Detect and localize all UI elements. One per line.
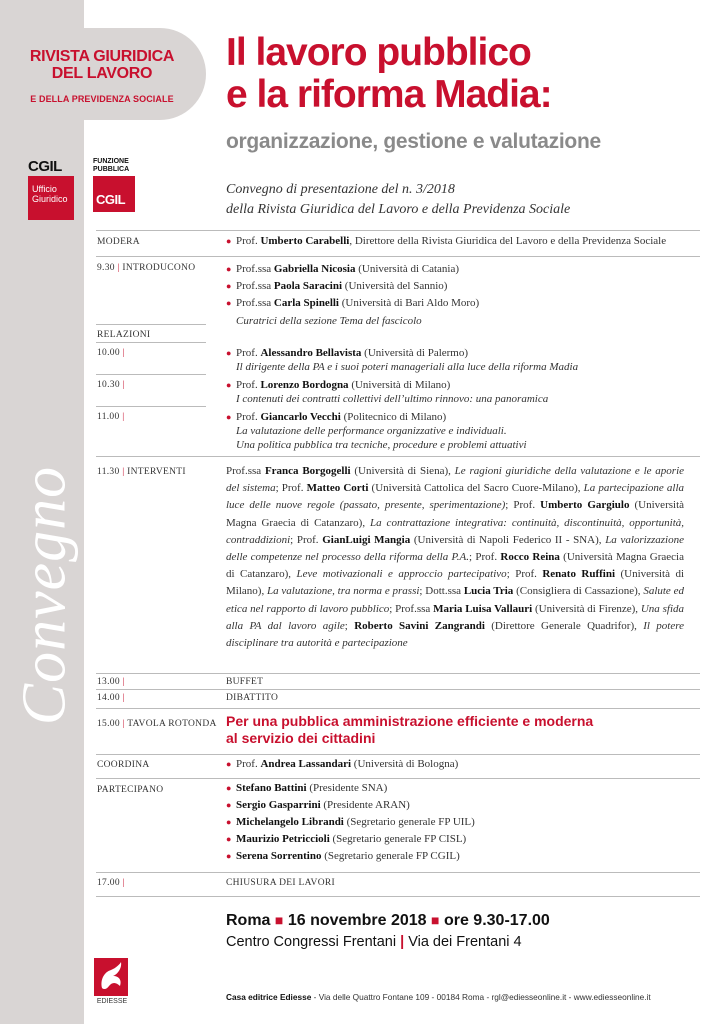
bullet-icon: ●: [226, 817, 232, 827]
bullet-icon: ●: [226, 281, 232, 291]
buffet-time: 13.00 |: [97, 677, 125, 687]
introducono-label-text: INTRODUCONO: [122, 263, 196, 273]
talk-title: La partecipazione alla luce delle nuove regole (passato, presente, sperimentazione): [226, 482, 685, 512]
relazione-entry: [226, 409, 696, 425]
relazione-time: 10.00 |: [97, 348, 125, 358]
divider: [96, 406, 206, 407]
cgil-logo: [28, 158, 78, 226]
coordina-entry: [226, 756, 696, 772]
ediesse-logo: [94, 958, 128, 996]
tavola-title-line2: al servizio dei cittadini: [226, 730, 376, 746]
interventi-paragraph: [226, 463, 684, 652]
dibattito-time: 14.00 |: [97, 693, 125, 703]
main-title-line2: e la riforma Madia:: [226, 73, 552, 116]
coordina-prefix: Prof.: [236, 758, 261, 770]
square-bullet-icon: ■: [274, 912, 284, 928]
talk-title: Le ragioni giuridiche della valutazione e le aporie del sistema: [226, 465, 685, 495]
speaker-name: Gabriella Nicosia: [273, 263, 356, 275]
paragraph-text: (Università di Firenze),: [532, 602, 641, 615]
cgil-logo-sub2: Giuridico: [32, 194, 68, 204]
talk-title: Il potere disciplinare tra autorità e partecipazione: [226, 619, 684, 650]
partecipante-entry: [226, 831, 696, 847]
event-city: Roma: [226, 912, 271, 929]
event-venue-line: [226, 934, 522, 950]
coordina-label: COORDINA: [97, 760, 150, 770]
introducono-label: 9.30 | INTRODUCONO: [97, 263, 196, 273]
partecipante-role: (Presidente SNA): [306, 782, 388, 794]
paragraph-text: (Università Cattolica del Sacro Cuore-Milano),: [368, 482, 584, 495]
paragraph-text: (Università Magna Graecia di Catanzaro),: [226, 551, 684, 581]
bullet-icon: ●: [226, 298, 232, 308]
coordina-affiliation: (Università di Bologna): [351, 758, 459, 770]
tavola-title: [226, 713, 696, 747]
paragraph-text: ; Prof.: [275, 482, 307, 495]
speaker-affiliation: (Università di Palermo): [361, 347, 469, 359]
speaker-name: Carla Spinelli: [273, 297, 339, 309]
talk-title: La valorizzazione delle competenze nel processo della riforma della P.A.: [226, 533, 684, 564]
paragraph-text: Prof.ssa: [226, 465, 265, 477]
partecipante-role: (Segretario generale FP CGIL): [321, 850, 460, 862]
event-date-line: [226, 912, 550, 930]
divider: [96, 673, 700, 674]
relazione-title-line2: Una politica pubblica tra tecniche, procedure e problemi attuativi: [236, 439, 527, 451]
bullet-icon: ●: [226, 236, 232, 246]
cgil-logo-sub1: Ufficio: [32, 184, 57, 194]
event-date: 16 novembre 2018: [287, 912, 427, 929]
divider: [96, 342, 206, 343]
relazione-time-text: 11.00: [97, 412, 120, 422]
relazione-time: 10.30 |: [97, 380, 125, 390]
divider: [96, 872, 700, 873]
speaker-affiliation: (Università del Sannio): [342, 280, 448, 292]
speaker-name: Franca Borgogelli: [264, 465, 351, 477]
buffet-time-text: 13.00: [97, 677, 120, 687]
paragraph-text: ; Prof.: [505, 499, 541, 512]
speaker-name: Alessandro Bellavista: [260, 347, 362, 359]
relazione-entry: [226, 377, 696, 393]
tavola-time: 15.00: [97, 719, 120, 729]
divider: [96, 754, 700, 755]
intro-line2: della Rivista Giuridica del Lavoro e della Previdenza Sociale: [226, 202, 571, 217]
paragraph-text: ; Prof.ssa: [389, 602, 434, 615]
speaker-name: Roberto Savini Zangrandi: [354, 619, 485, 632]
speaker-affiliation: (Politecnico di Milano): [340, 411, 447, 423]
dibattito-label: DIBATTITO: [226, 693, 279, 703]
bullet-icon: ●: [226, 264, 232, 274]
introducono-speaker: [226, 295, 696, 311]
journal-title-line1: RIVISTA GIURIDICA: [29, 48, 175, 65]
separator: |: [400, 934, 405, 950]
cgil-logo-word: CGIL: [28, 158, 62, 175]
speaker-name: GianLuigi Mangia: [322, 533, 411, 546]
speaker-affiliation: (Università di Milano): [348, 379, 451, 391]
partecipante-name: Serena Sorrentino: [236, 850, 322, 862]
interventi-label-text: INTERVENTI: [127, 467, 186, 477]
journal-subtitle: E DELLA PREVIDENZA SOCIALE: [30, 94, 174, 104]
main-title: [226, 32, 716, 116]
speaker-name: Renato Ruffini: [542, 568, 616, 581]
divider: [96, 689, 700, 690]
speaker-name: Rocco Reina: [500, 551, 560, 564]
speaker-name: Giancarlo Vecchi: [260, 411, 341, 423]
square-bullet-icon: ■: [431, 912, 440, 928]
partecipante-name: Michelangelo Librandi: [236, 816, 344, 828]
bullet-icon: ●: [226, 412, 232, 422]
journal-title-line2: DEL LAVORO: [51, 65, 153, 82]
publisher-name: Casa editrice Ediesse: [226, 992, 312, 1002]
introducono-time: 9.30: [97, 263, 115, 273]
speaker-affiliation: (Università di Catania): [355, 263, 460, 275]
speaker-name: Matteo Corti: [306, 482, 369, 495]
interventi-time: 11.30: [97, 467, 120, 477]
paragraph-text: (Consigliera di Cassazione),: [513, 585, 644, 598]
partecipante-role: (Segretario generale FP CISL): [329, 833, 467, 845]
speaker-prefix: Prof.: [236, 411, 261, 423]
relazione-title: I contenuti dei contratti collettivi dell’ultimo rinnovo: una panoramica: [236, 393, 549, 405]
talk-title: La contrattazione integrativa: continuità, discontinuità, opportunità, contraddizioni: [226, 516, 685, 546]
dibattito-time-text: 14.00: [97, 693, 120, 703]
modera-prefix: Prof.: [236, 235, 261, 247]
speaker-affiliation: (Università di Bari Aldo Moro): [338, 297, 480, 309]
fp-logo-box: CGIL: [93, 176, 135, 212]
modera-name: Umberto Carabelli: [260, 235, 350, 247]
speaker-name: Umberto Gargiulo: [540, 499, 630, 512]
speaker-name: Lucia Tria: [463, 585, 514, 598]
partecipante-name: Sergio Gasparrini: [236, 799, 321, 811]
introducono-speaker: [226, 278, 696, 294]
partecipante-name: Maurizio Petriccioli: [236, 833, 330, 845]
event-venue: Centro Congressi Frentani: [226, 934, 397, 950]
divider: [96, 230, 700, 231]
paragraph-text: (Università di Napoli Federico II - SNA),: [410, 533, 606, 546]
partecipante-entry: [226, 848, 696, 864]
bullet-icon: ●: [226, 759, 232, 769]
speaker-name: Maria Luisa Vallauri: [433, 602, 533, 615]
modera-role: , Direttore della Rivista Giuridica del Lavoro e della Previdenza Sociale: [349, 235, 667, 247]
fp-logo-line2: PUBBLICA: [93, 166, 130, 173]
tavola-label: 15.00 | TAVOLA ROTONDA: [97, 719, 217, 729]
cgil-logo-box: [28, 176, 74, 220]
introducono-speaker: [226, 261, 696, 277]
sidebar-convegno-word: Convegno: [10, 465, 79, 726]
divider: [96, 778, 700, 779]
bullet-icon: ●: [226, 800, 232, 810]
event-hours: ore 9.30-17.00: [443, 912, 550, 929]
paragraph-text: (Università Magna Graecia di Catanzaro),: [226, 499, 685, 529]
partecipano-label: PARTECIPANO: [97, 785, 164, 795]
ediesse-logo-mark: [94, 958, 128, 996]
tavola-title-line1: Per una pubblica amministrazione efficiente e moderna: [226, 713, 594, 729]
chiusura-time-text: 17.00: [97, 878, 120, 888]
relazione-title: La valutazione delle performance organizzative e individuali.: [236, 425, 507, 437]
speaker-prefix: Prof.ssa: [236, 280, 274, 292]
partecipante-entry: [226, 780, 696, 796]
paragraph-text: (Università di Milano),: [226, 568, 684, 598]
divider: [96, 456, 700, 457]
intro-text: [226, 180, 706, 220]
speaker-prefix: Prof.ssa: [236, 263, 274, 275]
speaker-name: Lorenzo Bordogna: [260, 379, 349, 391]
partecipante-entry: [226, 814, 696, 830]
divider: [96, 896, 700, 897]
intro-line1: Convegno di presentazione del n. 3/2018: [226, 182, 455, 197]
divider: [96, 708, 700, 709]
relazioni-label: RELAZIONI: [97, 330, 151, 340]
main-subtitle: organizzazione, gestione e valutazione: [226, 130, 601, 153]
relazione-time-text: 10.30: [97, 380, 120, 390]
paragraph-text: (Direttore Generale Quadrifor),: [484, 619, 644, 632]
paragraph-text: (Università di Siena),: [350, 465, 455, 477]
talk-title: La valutazione, tra norma e prassi: [267, 585, 420, 598]
divider: [96, 374, 206, 375]
chiusura-time: 17.00 |: [97, 878, 125, 888]
journal-title: [10, 48, 194, 82]
bullet-icon: ●: [226, 851, 232, 861]
funzione-pubblica-logo: [93, 158, 137, 226]
speaker-prefix: Prof.ssa: [236, 297, 274, 309]
introducono-note: Curatrici della sezione Tema del fascicolo: [236, 315, 422, 327]
relazione-title: Il dirigente della PA e i suoi poteri manageriali alla luce della riforma Madia: [236, 361, 579, 373]
partecipante-entry: [226, 797, 696, 813]
talk-title: Salute ed etica nel rapporto di lavoro pubblico: [226, 585, 684, 615]
talk-title: Una sfida alla PA dal lavoro agile: [226, 602, 684, 632]
chiusura-label: CHIUSURA DEI LAVORI: [226, 878, 335, 888]
relazione-time-text: 10.00: [97, 348, 120, 358]
publisher-footer: [226, 992, 700, 1002]
main-title-line1: Il lavoro pubblico: [226, 31, 531, 74]
paragraph-text: ; Prof.: [469, 551, 501, 564]
speaker-prefix: Prof.: [236, 379, 261, 391]
coordina-name: Andrea Lassandari: [260, 758, 352, 770]
partecipante-role: (Presidente ARAN): [320, 799, 410, 811]
event-address: Via dei Frentani 4: [408, 934, 522, 950]
relazione-entry: [226, 345, 696, 361]
partecipante-role: (Segretario generale FP UIL): [343, 816, 475, 828]
modera-label: MODERA: [97, 237, 140, 247]
speaker-prefix: Prof.: [236, 347, 261, 359]
bullet-icon: ●: [226, 834, 232, 844]
tavola-label-text: TAVOLA ROTONDA: [127, 719, 217, 729]
paragraph-text: ; Prof.: [506, 568, 543, 581]
bullet-icon: ●: [226, 380, 232, 390]
partecipante-name: Stefano Battini: [236, 782, 307, 794]
divider: [96, 256, 700, 257]
speaker-name: Paola Saracini: [273, 280, 343, 292]
relazione-time: 11.00 |: [97, 412, 125, 422]
modera-entry: [226, 233, 696, 249]
talk-title: Leve motivazionali e approccio partecipativo: [296, 568, 507, 581]
publisher-details: - Via delle Quattro Fontane 109 - 00184 Roma - rgl@ediesseonline.it - www.ediesseonline.it: [311, 992, 651, 1002]
buffet-label: BUFFET: [226, 677, 264, 687]
paragraph-text: ; Prof.: [290, 533, 323, 546]
interventi-label: 11.30 | INTERVENTI: [97, 467, 186, 477]
divider: [96, 324, 206, 325]
bullet-icon: ●: [226, 348, 232, 358]
paragraph-text: ; Dott.ssa: [419, 585, 464, 598]
fp-logo-line1: FUNZIONE: [93, 158, 129, 165]
ediesse-logo-name: EDIESSE: [96, 998, 128, 1005]
bullet-icon: ●: [226, 783, 232, 793]
paragraph-text: ;: [344, 619, 355, 632]
